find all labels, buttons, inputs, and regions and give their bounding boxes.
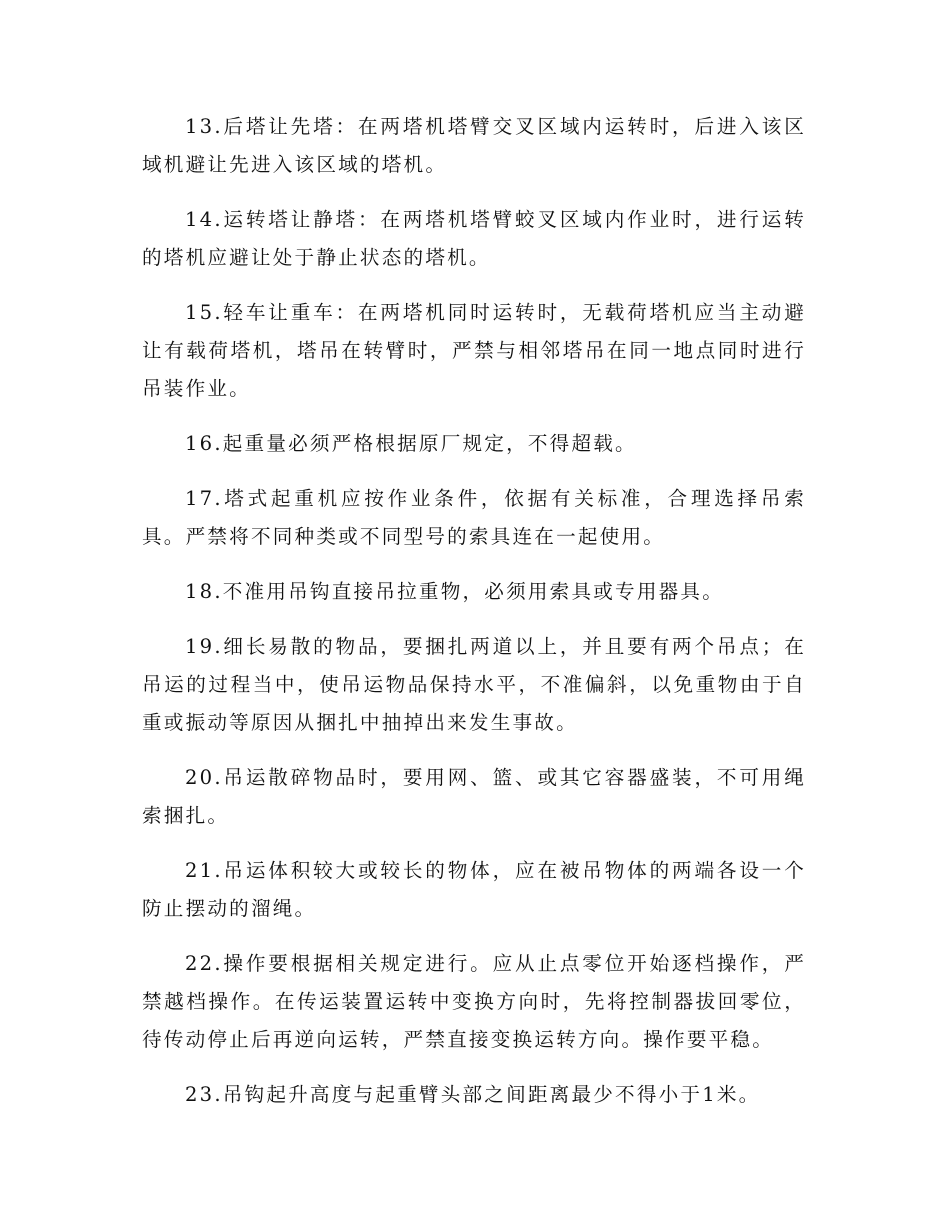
paragraph-15: 15.轻车让重车：在两塔机同时运转时，无载荷塔机应当主动避让有载荷塔机，塔吊在转臂时，严禁与相邻塔吊在同一地点同时进行吊装作业。 [142, 301, 806, 400]
paragraph-13: 13.后塔让先塔：在两塔机塔臂交叉区域内运转时，后进入该区域机避让先进入该区域的塔机。 [142, 115, 806, 176]
paragraph-18: 18.不准用吊钩直接吊拉重物，必须用索具或专用器具。 [185, 580, 725, 603]
paragraph-19: 19.细长易散的物品，要捆扎两道以上，并且要有两个吊点；在吊运的过程当中，使吊运物品保持水平，不准偏斜，以免重物由于自重或振动等原因从捆扎中抽掉出来发生事故。 [142, 635, 806, 734]
paragraph-21: 21.吊运体积较大或较长的物体，应在被吊物体的两端各设一个防止摆动的溜绳。 [142, 859, 806, 920]
paragraph-22: 22.操作要根据相关规定进行。应从止点零位开始逐档操作，严禁越档操作。在传运装置运转中变换方向时，先将控制器拔回零位，待传动停止后再逆向运转，严禁直接变换运转方向。操作要平稳。 [142, 952, 806, 1051]
document-body [142, 108, 806, 1131]
paragraph-16: 16.起重量必须严格根据原厂规定，不得超载。 [185, 432, 637, 455]
paragraph-14: 14.运转塔让静塔：在两塔机塔臂蛟叉区域内作业时，进行运转的塔机应避让处于静止状态的塔机。 [142, 208, 806, 269]
paragraph-20: 20.吊运散碎物品时，要用网、篮、或其它容器盛装，不可用绳索捆扎。 [142, 766, 806, 827]
paragraph-23: 23.吊钩起升高度与起重臂头部之间距离最少不得小于1米。 [185, 1083, 761, 1106]
paragraph-17: 17.塔式起重机应按作业条件，依据有关标准，合理选择吊索具。严禁将不同种类或不同型号的索具连在一起使用。 [142, 487, 806, 548]
